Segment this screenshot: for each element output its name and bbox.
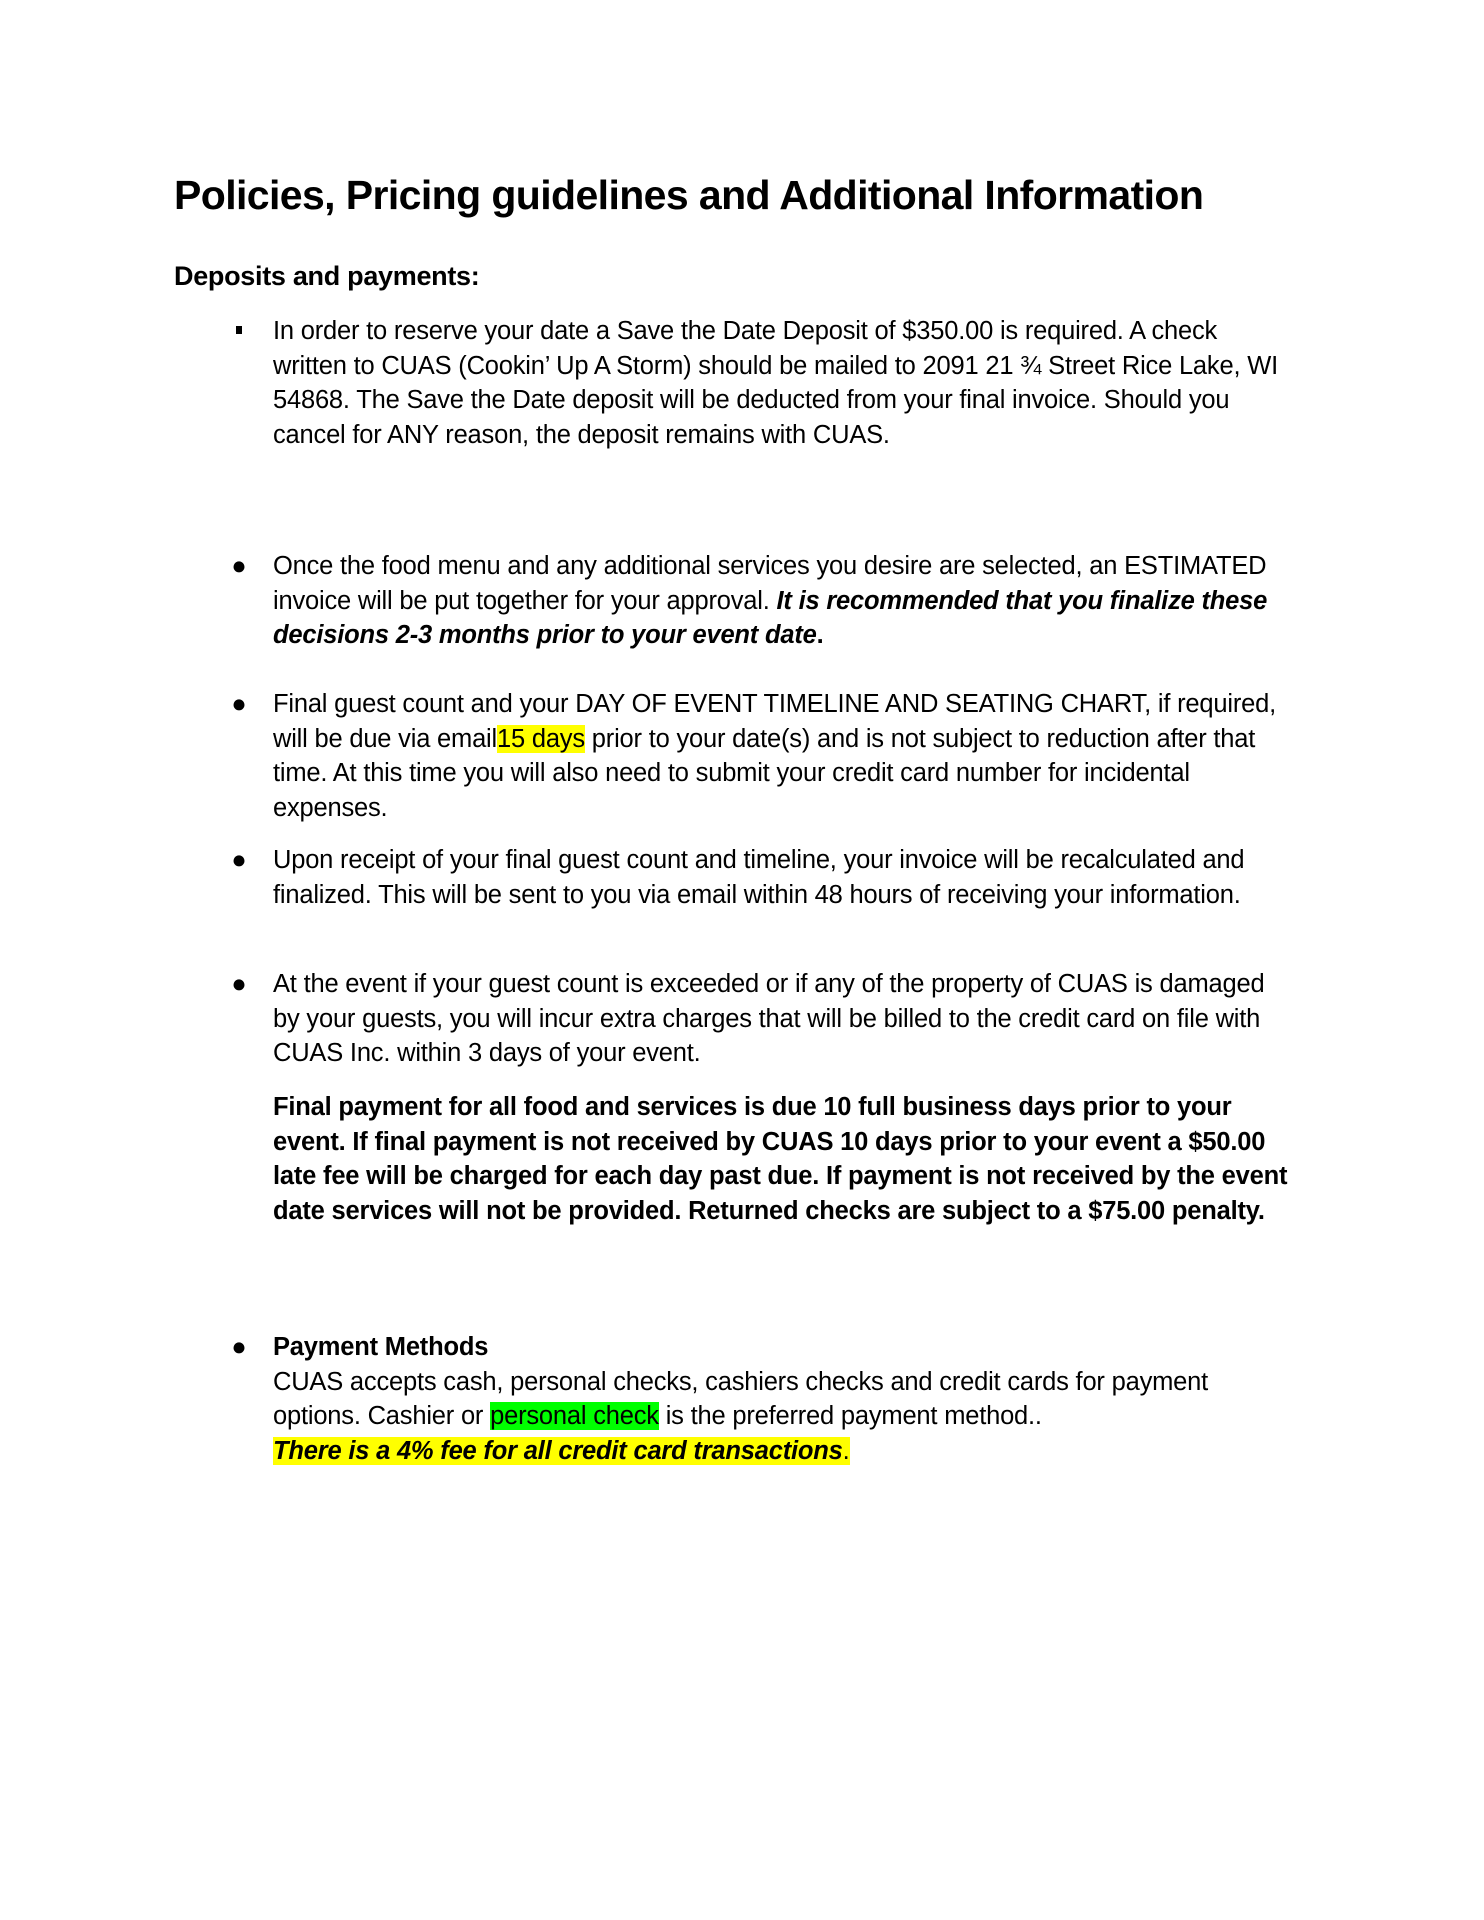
list-item [231,687,1293,825]
list-item [273,314,1293,452]
payment-methods-text: CUAS accepts cash, personal checks, cashiers checks and credit cards for payment options. Cashier or [273,1367,1209,1430]
event-charges-text: At the event if your guest count is exceeded or if any of the property of CUAS is damaged by your guests, you will incur extra charges that will be billed to the credit card on file with CUAS Inc. within 3 days of your event. [273,970,1265,1067]
bullet-icon: ● [231,846,247,874]
page-title: Policies, Pricing guidelines and Additional Information [174,172,1204,218]
highlight-personal-check: personal check [490,1402,659,1430]
invoice-text: Upon receipt of your final guest count and timeline, your invoice will be recalculated and finalized. This will be sent to you via email within 48 hours of receiving your information. [273,846,1245,909]
guest-count-text: Final guest count and your DAY OF EVENT TIMELINE AND SEATING CHART, if required, will be due via email [273,690,1276,753]
credit-card-fee-note: There is a 4% fee for all credit card transactions [273,1436,843,1465]
section-heading: Deposits and payments: [174,261,480,291]
deposit-text: In order to reserve your date a Save the Date Deposit of $350.00 is required. A check written to CUAS (Cookin’ Up A Storm) should be mailed to 2091 21 ¾ Street Rice Lake, WI 54868. The Save the Date deposit will be deducted from your final invoice. Should you cancel for ANY reason, the deposit remains with CUAS. [273,317,1278,449]
final-payment-note: Final payment for all food and services is due 10 full business days prior to your event. If final payment is not received by CUAS 10 days prior to your event a $50.00 late fee will be charged for each day past due. If payment is not received by the event date services will not be provided. Returned checks are subject to a $75.00 penalty. [273,1093,1288,1225]
bullet-icon: ● [231,970,247,998]
bullet-icon: ● [231,1333,247,1361]
fee-note-tail: . [842,1436,850,1465]
list-item-payment-methods [231,1330,1293,1468]
list-item [231,967,1293,1071]
bullet-icon: ● [231,552,247,580]
bullet-icon: ● [231,690,247,718]
guest-count-text-after: prior to your date(s) and is not subject to reduction after that time. At this time you will also need to submit your credit card number for incidental expenses. [273,724,1256,822]
square-bullet-icon [229,314,249,349]
payment-methods-heading: Payment Methods [273,1333,489,1361]
payment-methods-text-after: is the preferred payment method.. [658,1402,1042,1430]
recommendation-emphasis: It is recommended that you finalize these decisions 2-3 months prior to your event date [273,586,1268,649]
list-item [231,843,1293,912]
estimate-text: Once the food menu and any additional services you desire are selected, an ESTIMATED invoice will be put together for your approval. [273,552,1267,615]
list-item [231,549,1293,653]
recommendation-tail: . [816,621,824,649]
highlight-15-days: 15 days [497,724,585,753]
